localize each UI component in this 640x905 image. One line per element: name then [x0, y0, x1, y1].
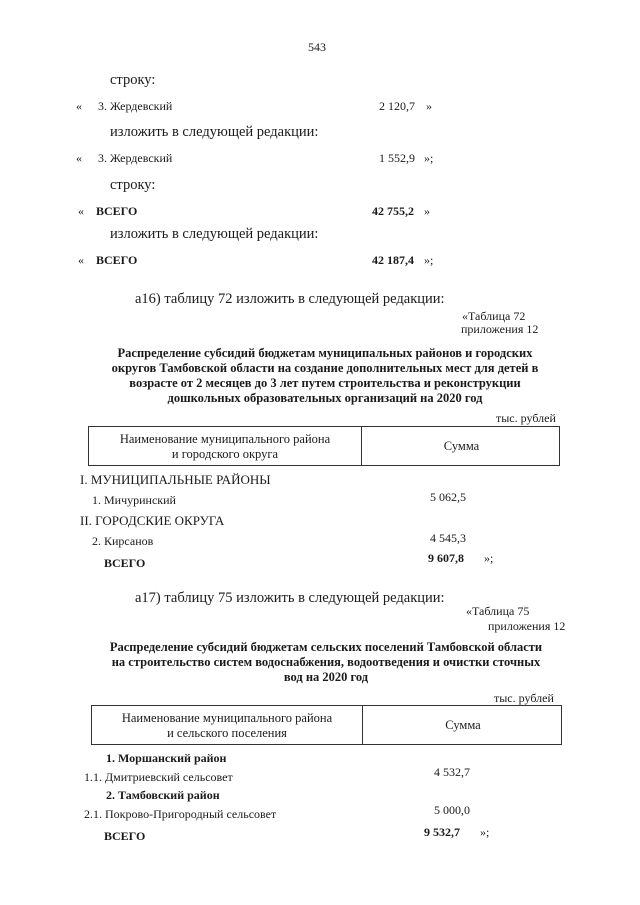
amendment-value: 42 755,2: [372, 204, 414, 218]
amendment-name: 3. Жердевский: [98, 99, 173, 113]
appendix-reference: приложения 12: [461, 322, 539, 336]
group-row: 1. Моршанский район: [106, 751, 227, 765]
opening-quote: «: [76, 151, 82, 165]
closing-quote: »: [426, 99, 432, 113]
amendment-value: 1 552,9: [379, 151, 415, 165]
amendment-value: 42 187,4: [372, 253, 414, 267]
column-header-name: Наименование муниципального района и городского округа: [119, 432, 331, 461]
closing-quote: »: [424, 204, 430, 218]
table-reference: «Таблица 75: [466, 604, 530, 618]
table-reference: «Таблица 72: [462, 309, 526, 323]
opening-quote: «: [78, 204, 84, 218]
total-label: ВСЕГО: [104, 556, 146, 570]
table-heading: Распределение субсидий бюджетам муниципальных районов и городских округов Тамбовской области на создание дополнительных мест для детей в возрасте от 2 месяцев до 3 лет путем строительства и реконструкции дошкольных образовательных организаций на 2020 год: [111, 346, 539, 405]
table-row-name: 1.1. Дмитриевский сельсовет: [84, 770, 233, 784]
section-instruction: а16) таблицу 72 изложить в следующей редакции:: [135, 291, 445, 307]
group-row: 2. Тамбовский район: [106, 788, 220, 802]
table-row-name: 2.1. Покрово-Пригородный сельсовет: [84, 807, 277, 821]
closing-quote: »;: [484, 551, 494, 565]
unit-label: тыс. рублей: [494, 691, 554, 705]
appendix-reference: приложения 12: [488, 619, 566, 633]
column-header-name: Наименование муниципального района и сельского поселения: [121, 711, 333, 740]
amendment-intro: изложить в следующей редакции:: [110, 124, 319, 140]
total-label: ВСЕГО: [104, 829, 146, 843]
amendment-intro: строку:: [110, 177, 156, 193]
total-value: 9 607,8: [428, 551, 464, 565]
amendment-name: 3. Жердевский: [98, 151, 173, 165]
opening-quote: «: [76, 99, 82, 113]
column-header-sum: Сумма: [443, 439, 480, 453]
closing-quote: »;: [424, 151, 434, 165]
opening-quote: «: [78, 253, 84, 267]
section-instruction: а17) таблицу 75 изложить в следующей редакции:: [135, 590, 445, 606]
column-header-sum: Сумма: [445, 718, 481, 732]
group-row: II. ГОРОДСКИЕ ОКРУГА: [80, 513, 225, 528]
unit-label: тыс. рублей: [496, 411, 556, 425]
closing-quote: »;: [424, 253, 434, 267]
closing-quote: »;: [480, 825, 490, 839]
table-heading: Распределение субсидий бюджетам сельских поселений Тамбовской области на строительство систем водоснабжения, водоотведения и очистки сточных вод на 2020 год: [109, 640, 543, 684]
table-header: [88, 426, 560, 466]
table-row-value: 4 545,3: [430, 531, 466, 545]
amendment-name: ВСЕГО: [96, 204, 138, 218]
table-row-name: 2. Кирсанов: [92, 534, 154, 548]
amendment-value: 2 120,7: [379, 99, 415, 113]
table-row-name: 1. Мичуринский: [92, 493, 176, 507]
page-number: 543: [308, 40, 326, 54]
table-row-value: 4 532,7: [434, 765, 470, 779]
table-row-value: 5 000,0: [434, 803, 470, 817]
amendment-intro: изложить в следующей редакции:: [110, 226, 319, 242]
table-row-value: 5 062,5: [430, 490, 466, 504]
table-header: [91, 705, 562, 745]
group-row: I. МУНИЦИПАЛЬНЫЕ РАЙОНЫ: [80, 472, 271, 487]
total-value: 9 532,7: [424, 825, 460, 839]
amendment-intro: строку:: [110, 72, 156, 88]
amendment-name: ВСЕГО: [96, 253, 138, 267]
